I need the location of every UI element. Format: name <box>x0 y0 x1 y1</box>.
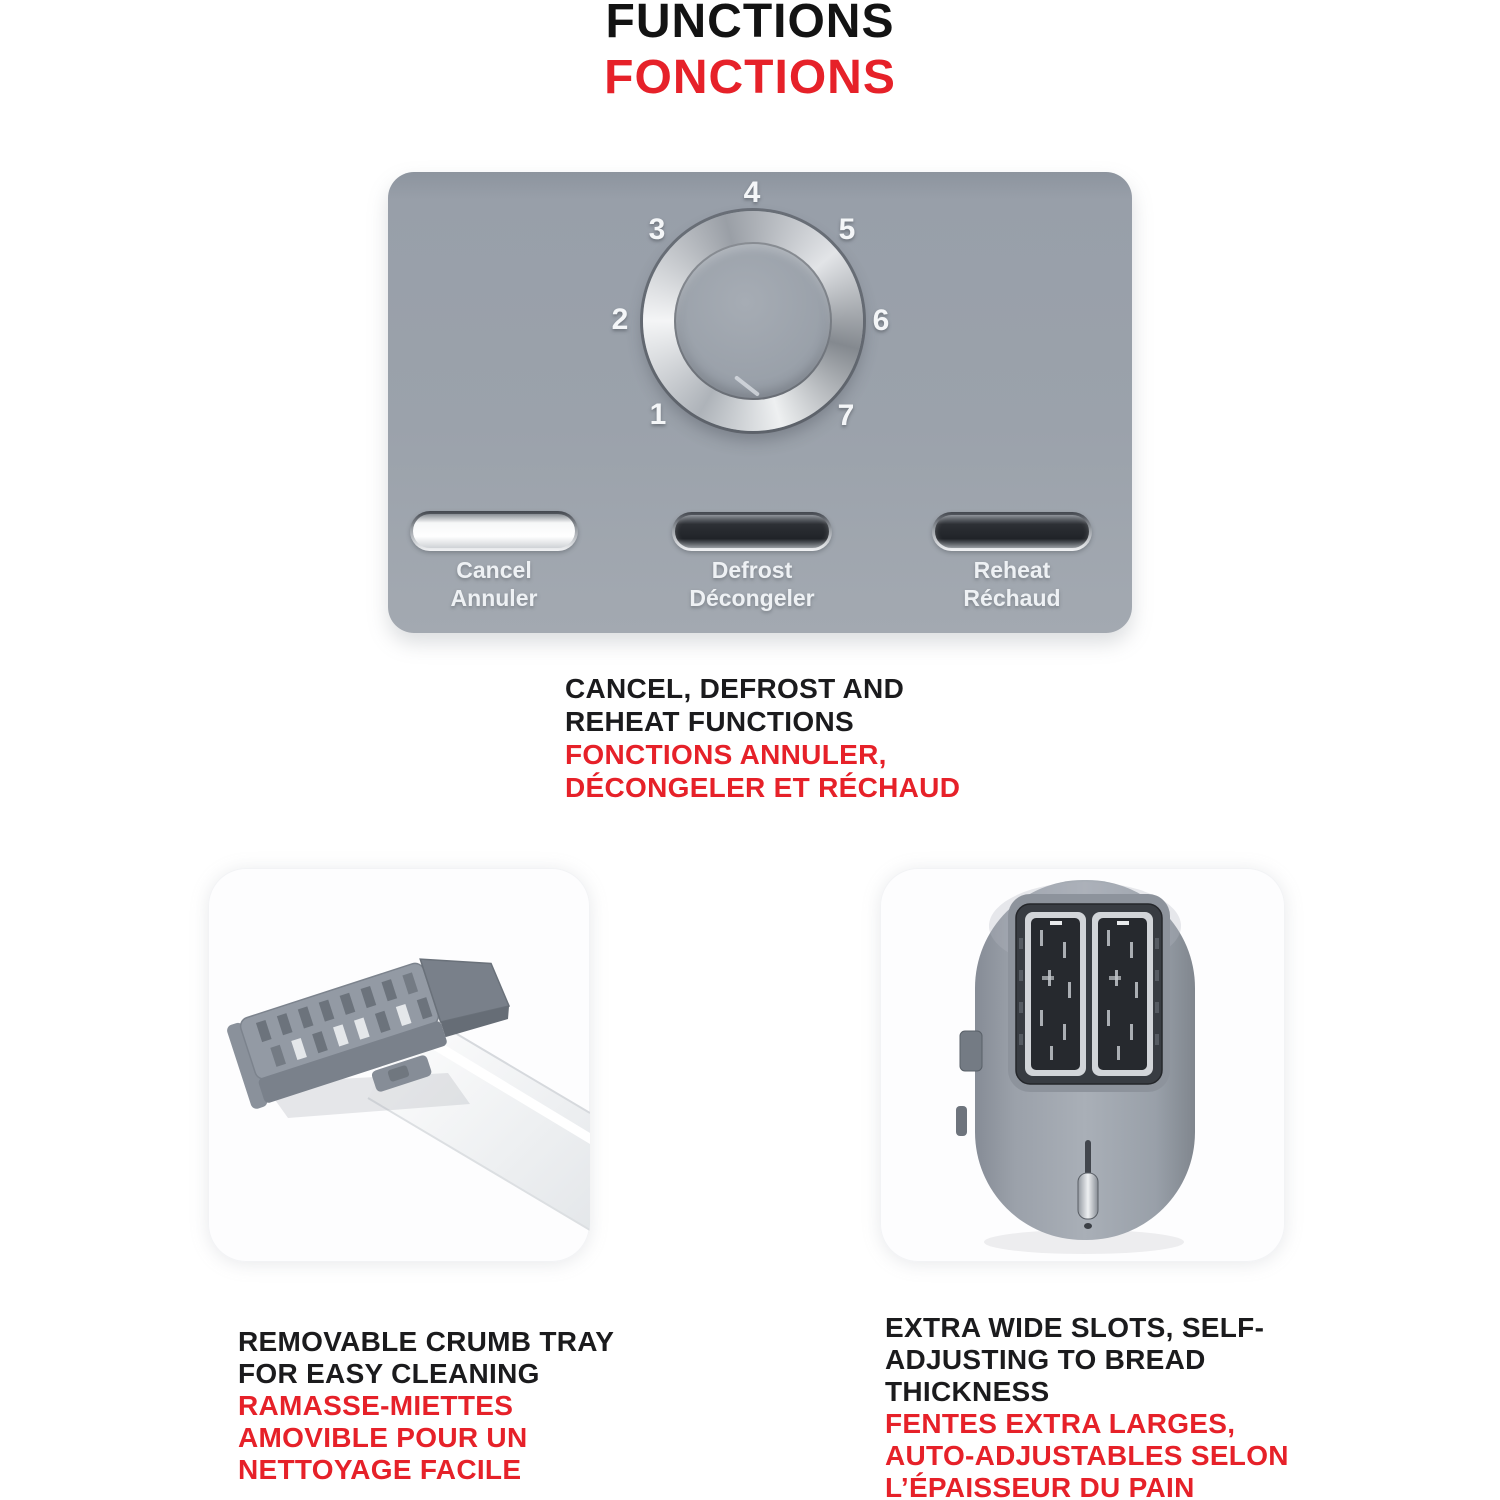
dial-number: 7 <box>837 399 855 432</box>
dial-number: 6 <box>872 304 890 337</box>
reheat-button-face <box>935 515 1089 548</box>
page-title-fr: FONCTIONS <box>604 51 896 104</box>
toaster-top-view-illustration <box>880 868 1285 1262</box>
caption-line: AMOVIBLE POUR UN <box>238 1422 528 1453</box>
caption-line: FENTES EXTRA LARGES, <box>885 1408 1236 1439</box>
defrost-button-label <box>642 556 862 612</box>
caption-line: EXTRA WIDE SLOTS, SELF- <box>885 1312 1265 1343</box>
caption-line: RAMASSE-MIETTES <box>238 1390 514 1421</box>
side-knob <box>960 1031 982 1071</box>
dial-number: 3 <box>648 213 666 246</box>
dial-indicator-mark <box>734 375 760 397</box>
crumb-tray-card <box>208 868 590 1262</box>
wide-slots-card <box>880 868 1285 1262</box>
caption-line: AUTO-ADJUSTABLES SELON <box>885 1440 1289 1471</box>
dial-number: 2 <box>611 303 629 336</box>
crumb-tray-caption <box>238 1326 614 1486</box>
caption-line: REMOVABLE CRUMB TRAY <box>238 1326 615 1357</box>
crumb-tray-illustration <box>208 868 590 1262</box>
caption-line: THICKNESS <box>885 1376 1050 1407</box>
label-fr: Annuler <box>450 585 538 611</box>
defrost-button-face <box>675 515 829 548</box>
cancel-button <box>410 511 578 551</box>
dial-number: 5 <box>838 213 856 246</box>
browning-dial-knob <box>674 242 832 400</box>
caption-line: CANCEL, DEFROST AND <box>565 673 905 704</box>
reheat-button <box>932 512 1092 551</box>
caption-line: NETTOYAGE FACILE <box>238 1454 522 1485</box>
dial-number: 1 <box>649 398 667 431</box>
caption-line: REHEAT FUNCTIONS <box>565 706 854 737</box>
caption-line: FONCTIONS ANNULER, <box>565 739 887 770</box>
bread-slots <box>1016 904 1162 1084</box>
label-en: Reheat <box>973 557 1051 583</box>
caption-line: ADJUSTING TO BREAD <box>885 1344 1206 1375</box>
cancel-button-face <box>413 514 575 548</box>
label-fr: Décongeler <box>689 585 815 611</box>
label-en: Cancel <box>456 557 532 583</box>
dial-number: 4 <box>743 176 761 209</box>
caption-line: FOR EASY CLEANING <box>238 1358 540 1389</box>
reheat-button-label <box>902 556 1122 612</box>
wide-slots-caption <box>885 1312 1289 1500</box>
browning-dial <box>643 211 863 431</box>
page-title-en: FUNCTIONS <box>605 0 895 48</box>
caption-line: L’ÉPAISSEUR DU PAIN <box>885 1472 1195 1500</box>
cancel-button-label <box>384 556 604 612</box>
label-fr: Réchaud <box>963 585 1061 611</box>
defrost-button <box>672 512 832 551</box>
functions-caption <box>565 672 960 804</box>
label-en: Defrost <box>711 557 793 583</box>
caption-line: DÉCONGELER ET RÉCHAUD <box>565 772 961 803</box>
side-button <box>956 1106 967 1136</box>
